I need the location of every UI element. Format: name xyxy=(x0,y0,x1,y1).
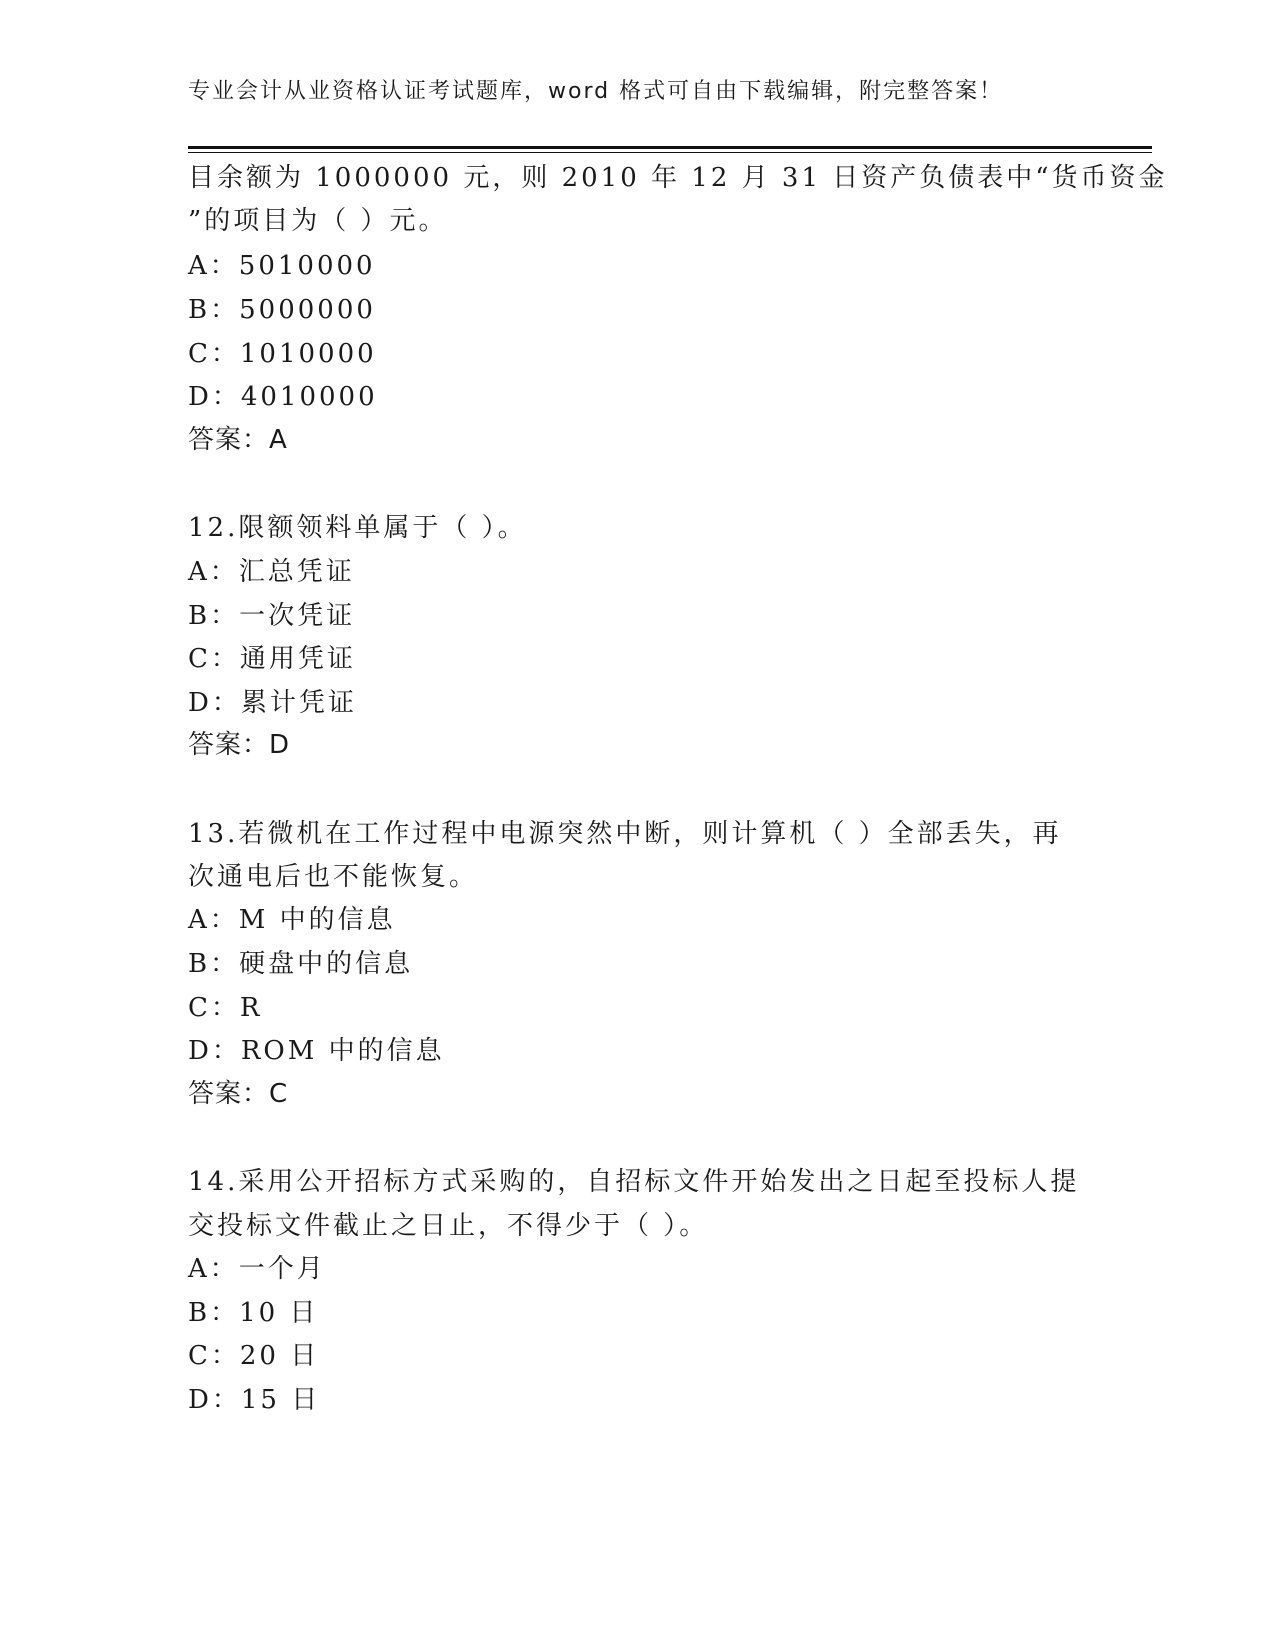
q14-stem-line-2: 交投标文件截止之日止，不得少于（ ）。 xyxy=(188,1211,709,1241)
q13-option-c: C：R xyxy=(188,993,263,1023)
q13-answer: 答案：C xyxy=(188,1079,289,1109)
q14-stem-line-1: 14.采用公开招标方式采购的，自招标文件开始发出之日起至投标人提 xyxy=(188,1167,1080,1197)
q11-answer: 答案：A xyxy=(188,425,288,455)
q14-option-a: A：一个月 xyxy=(188,1254,326,1284)
header-rule-thin xyxy=(188,152,1152,153)
q11-option-c: C：1010000 xyxy=(188,339,377,369)
q12-option-b: B：一次凭证 xyxy=(188,601,356,631)
q13-option-a: A：M 中的信息 xyxy=(188,905,396,935)
page-header: 专业会计从业资格认证考试题库，word 格式可自由下载编辑，附完整答案！ xyxy=(188,79,1004,104)
header-rule-thick xyxy=(188,146,1152,149)
q14-option-c: C：20 日 xyxy=(188,1341,320,1371)
q12-option-c: C：通用凭证 xyxy=(188,644,356,674)
q13-stem-line-2: 次通电后也不能恢复。 xyxy=(188,862,479,892)
q13-stem-line-1: 13.若微机在工作过程中电源突然中断，则计算机（ ）全部丢失，再 xyxy=(188,819,1062,849)
q13-option-b: B：硬盘中的信息 xyxy=(188,949,414,979)
q11-stem-line-1: 目余额为 1000000 元，则 2010 年 12 月 31 日资产负债表中“货币资金 xyxy=(188,163,1168,193)
q12-answer: 答案：D xyxy=(188,730,291,760)
q12-stem: 12.限额领料单属于（ ）。 xyxy=(188,513,527,543)
q11-stem-line-2: ”的项目为（ ）元。 xyxy=(188,206,448,236)
q11-option-b: B：5000000 xyxy=(188,295,376,325)
q14-option-d: D：15 日 xyxy=(188,1385,321,1415)
q12-option-a: A：汇总凭证 xyxy=(188,557,355,587)
q11-option-a: A：5010000 xyxy=(188,251,376,281)
q13-option-d: D：ROM 中的信息 xyxy=(188,1036,445,1066)
q14-option-b: B：10 日 xyxy=(188,1298,319,1328)
q11-option-d: D：4010000 xyxy=(188,382,378,412)
q12-option-d: D：累计凭证 xyxy=(188,688,357,718)
